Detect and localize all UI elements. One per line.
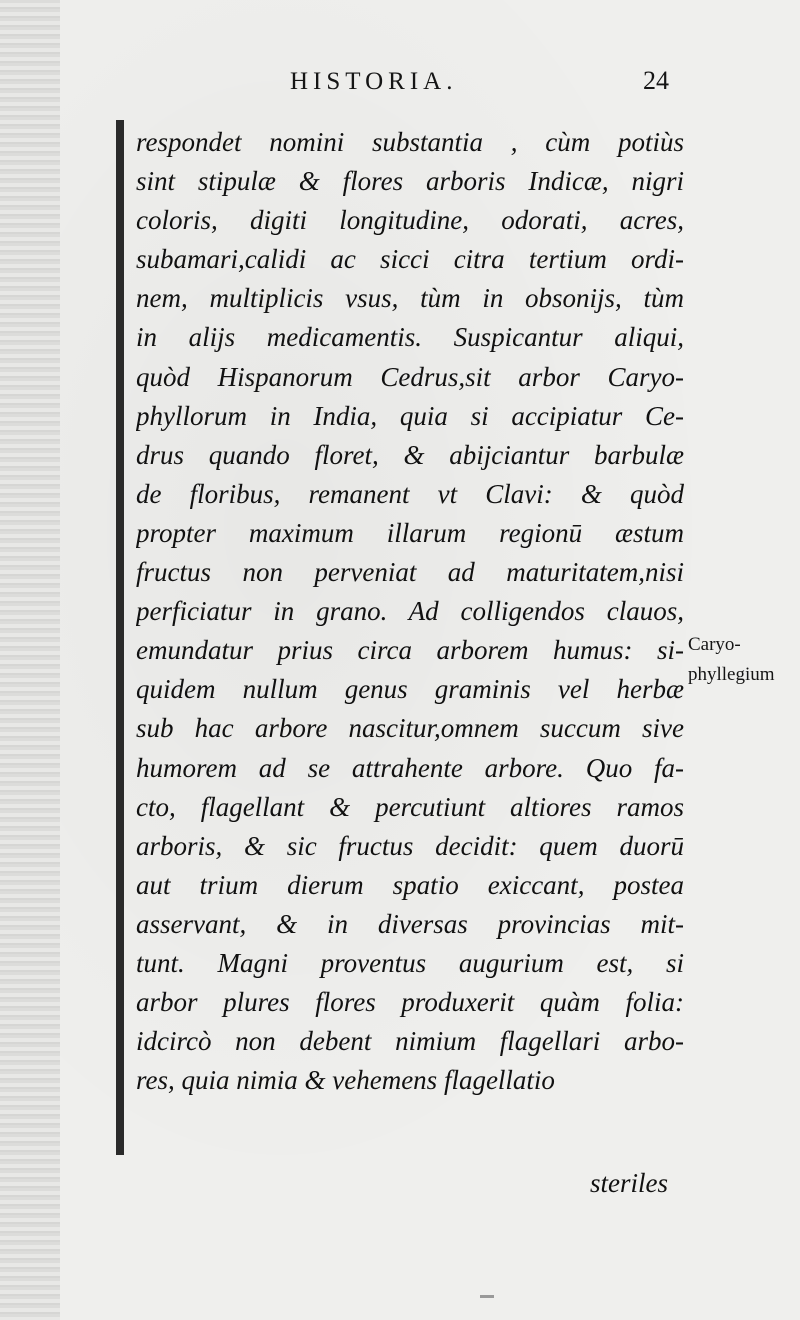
ink-mark <box>480 1295 494 1298</box>
body-text <box>136 123 684 1100</box>
text-line: arboris, & sic fructus decidit: quem duorū <box>136 830 684 861</box>
text-line: sint stipulæ & flores arboris Indicæ, nigri <box>136 166 684 197</box>
text-line: fructus non perveniat ad maturitatem,nisi <box>136 557 684 588</box>
text-line: coloris, digiti longitudine, odorati, acres, <box>136 205 684 236</box>
catchword: steriles <box>590 1168 668 1198</box>
text-line: emundatur prius circa arborem humus: si- <box>136 635 684 666</box>
text-line: subamari,calidi ac sicci citra tertium ordi- <box>136 244 684 275</box>
text-line: de floribus, remanent vt Clavi: & quòd <box>136 478 684 509</box>
text-line: tunt. Magni proventus augurium est, si <box>136 947 684 978</box>
text-line: asservant, & in diversas provincias mit- <box>136 908 684 939</box>
marginal-note-line: Caryo- <box>688 634 741 655</box>
text-line: quòd Hispanorum Cedrus,sit arbor Caryo- <box>136 361 684 392</box>
text-line: humorem ad se attrahente arbore. Quo fa- <box>136 752 684 783</box>
text-line: propter maximum illarum regionū æstum <box>136 517 684 548</box>
text-line: drus quando floret, & abijciantur barbulæ <box>136 439 684 470</box>
scan-edge <box>0 0 60 1320</box>
running-title: HISTORIA. <box>290 68 458 95</box>
page-number: 24 <box>643 66 669 95</box>
marginal-note <box>688 630 775 690</box>
text-line: aut trium dierum spatio exiccant, postea <box>136 869 684 900</box>
text-line: arbor plures flores produxerit quàm folia: <box>136 987 684 1018</box>
book-page <box>60 0 800 1320</box>
text-line: perficiatur in grano. Ad colligendos clauos, <box>136 596 684 627</box>
text-line: nem, multiplicis vsus, tùm in obsonijs, tùm <box>136 283 684 314</box>
text-line: respondet nomini substantia , cùm potiùs <box>136 127 684 157</box>
text-line: in alijs medicamentis. Suspicantur aliqui, <box>136 322 684 353</box>
text-line: idcircò non debent nimium flagellari arbo- <box>136 1026 684 1057</box>
text-line: cto, flagellant & percutiunt altiores ramos <box>136 791 684 822</box>
text-line: sub hac arbore nascitur,omnem succum sive <box>136 713 684 744</box>
gutter-shadow <box>116 120 124 1155</box>
text-line: quidem nullum genus graminis vel herbæ <box>136 674 684 705</box>
text-line: res, quia nimia & vehemens flagellatio <box>136 1065 555 1096</box>
text-line: phyllorum in India, quia si accipiatur Ce- <box>136 400 684 431</box>
marginal-note-line: phyllegium <box>688 664 775 685</box>
